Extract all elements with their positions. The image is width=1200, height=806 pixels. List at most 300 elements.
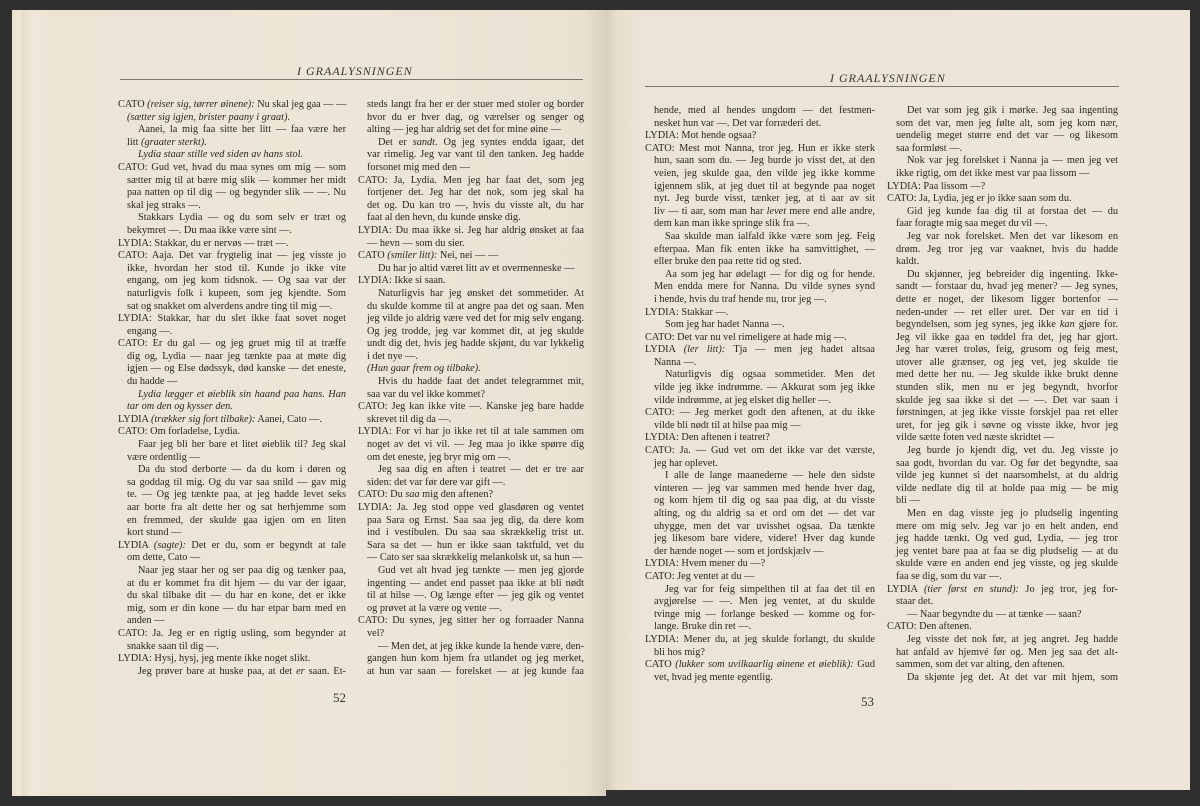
text-line (358, 112, 584, 125)
text-segment: hat anfald av hjemvé før og. Men jeg saa det alt- (896, 646, 1118, 658)
text-segment: CATO: Om forladelse, Lydia. (118, 426, 240, 438)
text-segment: mere om mig selv. Jeg var jo en helt anden, end (896, 520, 1118, 532)
text-line (645, 382, 875, 395)
text-segment: stunden slik, men nu er jeg begyndt, hvorfor (896, 382, 1118, 394)
text-line (887, 495, 1118, 508)
text-segment: LYDIA: Du maa ikke si. Jeg har aldrig ønsket at faa (358, 224, 584, 236)
text-line (645, 445, 875, 458)
text-segment: til at hilse —. Og længe efter — jeg gik og ventet (367, 590, 584, 602)
text-segment: veien, jeg skulde gaa, den vilde jeg ikke komme (654, 167, 875, 179)
text-line (118, 489, 346, 502)
text-segment: Du har jo altid været litt av et overmenneske — (378, 262, 575, 274)
text-line (887, 269, 1118, 282)
text-line (358, 477, 584, 490)
text-line (645, 596, 875, 609)
text-segment: Og jeg trodde, jeg var kommet dit, at jeg skulde (367, 325, 584, 337)
text-segment: LYDIA: Hysj, hysj, jeg mente ikke noget slikt. (118, 653, 311, 665)
text-line (887, 584, 1118, 597)
text-line (645, 609, 875, 622)
text-segment: Jeg prøver bare at huske paa, at det (138, 665, 297, 677)
text-line (118, 376, 346, 389)
text-segment: sammen, som det var alting, den aftenen. (896, 659, 1065, 671)
text-line (358, 653, 584, 666)
text-line (118, 187, 346, 200)
text-line (118, 615, 346, 628)
text-segment: Faar jeg bli her bare et litet øieblik til? Jeg skal (138, 439, 346, 451)
text-line (887, 143, 1118, 156)
text-segment: CATO: Ja, Lydia, jeg er jo ikke saan som du. (887, 193, 1072, 205)
text-segment: Jeg visste det nok før, at jeg angret. Jeg hadde (907, 633, 1118, 645)
text-segment: med dette her nu. — Jeg skulde ikke brukt denne (896, 369, 1118, 381)
text-line (118, 137, 346, 150)
stage-direction: levet (766, 205, 787, 217)
text-line (358, 225, 584, 238)
text-segment: saa godt, hvordan du var. Og før det begyndte, saa (896, 457, 1118, 469)
header-rule-left (120, 79, 583, 80)
text-line (118, 414, 346, 427)
text-line (887, 521, 1118, 534)
text-segment: jeg ventet bare paa at faa se dig pludselig — at du (896, 545, 1118, 557)
text-line (887, 244, 1118, 257)
text-segment: naturligvis folk i kupeen, som jeg kjendte. Som (127, 287, 346, 299)
text-line (358, 263, 584, 276)
text-segment: — Cato ser saa skrækkelig melankolsk ut, sa hun — (367, 552, 583, 564)
text-line (358, 301, 584, 314)
text-line (645, 294, 875, 307)
stage-direction: (Hun gaar frem og tilbake). (367, 363, 481, 375)
text-line (645, 332, 875, 345)
text-line (358, 338, 584, 351)
text-segment: uendelig meget større end det var — og likesom (896, 130, 1118, 142)
text-line (118, 212, 346, 225)
text-segment: CATO: Ja, Lydia. Men jeg har faat det, som jeg (358, 174, 584, 186)
text-segment: begyndelsen, som jeg synes, jeg ikke (896, 319, 1060, 331)
text-line (645, 621, 875, 634)
text-segment: utover alle grænser, og jeg vet, jeg skulde tie (896, 356, 1118, 368)
text-segment: hvor du er hver dag, og værelser og senger og (367, 111, 584, 123)
text-segment: forsonet mig med den — (367, 161, 470, 173)
text-segment: Nok var jeg forelsket i Nanna ja — men jeg vet (907, 155, 1118, 167)
text-segment: saa formløst —. (896, 142, 963, 154)
text-line (358, 162, 584, 175)
text-line (645, 218, 875, 231)
text-line (358, 578, 584, 591)
text-segment: Gid jeg kunde faa dig til at forstaa det — du (907, 205, 1118, 217)
text-line (118, 641, 346, 654)
text-segment: gangen hun kom hjem fra utlandet og jeg merket, (367, 653, 584, 665)
text-line (645, 546, 875, 559)
text-line (358, 124, 584, 137)
text-segment: te. — Og jeg tænkte paa, at jeg hadde levet seks (127, 489, 346, 501)
text-segment: alting — jeg har aldrig set det for mine øine — (367, 124, 561, 136)
text-line (887, 546, 1118, 559)
text-line (887, 382, 1118, 395)
text-line (887, 621, 1118, 634)
text-line (887, 294, 1118, 307)
text-segment: CATO: Du (358, 489, 406, 501)
text-line (887, 483, 1118, 496)
text-line (645, 357, 875, 370)
text-segment: Nanna —. (654, 356, 697, 368)
text-segment: i hende, hvis du traf hende nu, tror jeg —. (654, 293, 827, 305)
text-line (118, 124, 346, 137)
text-line (645, 281, 875, 294)
text-segment: CATO: Du synes, jeg sitter her og forraader Nanna (358, 615, 584, 627)
text-segment: CATO: Ja. — Gud vet om det ikke var det værste, (645, 445, 875, 457)
text-line (887, 558, 1118, 571)
text-segment: engang, om jeg kom tidsnok. — Og saa var der (127, 275, 346, 287)
text-segment: ikke rigtig, om det ikke mest var paa lissom — (896, 167, 1090, 179)
text-segment: siden: det var før dere var gift —. (367, 476, 506, 488)
stage-direction: (lukker som uvilkaarlig øinene et øieblik): (675, 659, 854, 671)
text-line (645, 181, 875, 194)
text-line (358, 212, 584, 225)
text-segment: Naar jeg staar her og ser paa dig og tænker paa, (138, 564, 346, 576)
text-line (118, 326, 346, 339)
text-line (645, 206, 875, 219)
text-segment: du skal tilbake dit — du har en kone, det er ikke (127, 590, 346, 602)
text-segment: liv — ti aar, som man har (654, 205, 767, 217)
text-line (358, 641, 584, 654)
page-number-left: 52 (333, 690, 346, 705)
text-line (358, 313, 584, 326)
text-line (118, 464, 346, 477)
text-line (358, 250, 584, 263)
text-line (645, 369, 875, 382)
text-segment: aar borte fra alt dette her og sat herhjemme som (127, 502, 346, 513)
stage-direction: Lydia lægger et øieblik sin haand paa hans. Han (138, 388, 346, 400)
text-line (358, 200, 584, 213)
page-number-right: 53 (861, 694, 874, 709)
text-line (645, 307, 875, 320)
text-line (887, 181, 1118, 194)
text-segment: sandt — forstaar du, hvad jeg mener? — Jeg synes, (896, 281, 1118, 293)
text-line (358, 489, 584, 502)
text-line (645, 647, 875, 660)
text-segment: Men en dag visste jeg jo pludselig ingenting (907, 508, 1118, 519)
text-line (645, 584, 875, 597)
text-segment: mig, som er din kone — du har etpar barn med en (127, 602, 346, 614)
text-line (645, 483, 875, 496)
text-segment: Aanei, Cato —. (255, 413, 323, 425)
text-line (118, 389, 346, 402)
text-line (118, 99, 345, 112)
stage-direction: saa (405, 489, 420, 501)
text-segment: I alle de lange maanederne — hele den sidste (665, 470, 875, 482)
text-line (358, 439, 584, 452)
text-line (358, 565, 584, 578)
text-segment: vilde sætte foten ved næste skridtet — (896, 432, 1054, 444)
text-segment: skrevet til dig da —. (367, 413, 452, 425)
text-segment: . Og jeg syntes endda igaar, det (435, 136, 584, 148)
text-line (118, 401, 346, 414)
text-segment: vilde jeg kunnet si det naarsomhelst, at du aldrig (896, 470, 1118, 482)
text-line (118, 426, 346, 439)
text-line (645, 130, 875, 143)
text-segment: Aa som jeg har ødelagt — for dig og for hende. (665, 268, 875, 280)
text-line (118, 313, 346, 326)
text-line (358, 615, 584, 628)
text-segment: paa Sara og Ernst. Saa saa jeg dig, da dere kom (367, 514, 584, 526)
header-rule-right (645, 86, 1119, 87)
text-segment: vel? (367, 627, 385, 639)
text-line (358, 628, 584, 641)
stage-direction: (ler litt): (683, 344, 726, 356)
text-segment: være ordentlig — (127, 451, 200, 463)
text-line (645, 420, 875, 433)
text-segment: om dette, Cato — (127, 552, 201, 564)
text-line (118, 112, 346, 125)
text-segment: Nu skal jeg gaa — — (254, 99, 347, 110)
text-segment: at du er kommet fra dit hjem — du var der igaar, (127, 577, 346, 589)
text-segment: LYDIA: Paa lissom —? (887, 180, 986, 192)
text-line (887, 193, 1118, 206)
text-segment: Gud vet alt hvad jeg tænkte — men jeg gjorde (378, 564, 584, 576)
text-line (645, 634, 875, 647)
text-segment: CATO: Er du gal — og jeg gruet mig til at træffe (118, 338, 346, 350)
text-line (118, 578, 346, 591)
text-line (645, 432, 875, 445)
text-segment: Det er (378, 136, 413, 148)
text-segment: nesket hun var —. Det var forræderi det. (654, 117, 822, 129)
text-line (118, 628, 346, 641)
text-line (645, 231, 875, 244)
text-segment: det og. Du kan tro —, hvis du visste alt, du har (367, 199, 584, 211)
text-segment: Hvis du hadde faat det andet telegrammet mit, (378, 376, 584, 388)
text-line (118, 502, 346, 515)
text-line (887, 118, 1118, 131)
text-line (358, 363, 584, 376)
text-segment: LYDIA: For vi har jo ikke ret til at tale sammen om (358, 426, 584, 438)
text-segment: eller bruke den paa rette tid og sted. (654, 256, 802, 268)
text-segment: CATO: Jeg ventet at du — (645, 570, 755, 582)
text-segment: i det nye —. (367, 350, 418, 362)
text-line (358, 426, 584, 439)
text-line (118, 590, 346, 603)
text-segment: LYDIA: Ikke si saan. (358, 275, 446, 287)
text-line (358, 288, 584, 301)
text-line (887, 432, 1118, 445)
text-column-left-1 (118, 99, 346, 678)
stage-direction: (graater sterkt). (141, 136, 207, 148)
text-segment: Stakkars Lydia — og du som selv er træt og (138, 212, 346, 224)
text-line (118, 565, 346, 578)
text-segment: Jeg var for feig simpelthen til at faa det til en (665, 583, 875, 595)
text-segment: jeg har oplevet. (654, 457, 718, 469)
text-segment: drøm. Jeg tror jeg var vaaknet, hvis du hadde (896, 243, 1118, 255)
text-segment: CATO: Aaja. Det var frygtelig inat — jeg visste jo (118, 250, 346, 262)
text-segment: Tja — men jeg hadet altsaa (725, 344, 875, 356)
text-segment: vilde bli nødt til at hilse paa mig — (654, 419, 801, 431)
text-line (887, 369, 1118, 382)
text-line (358, 238, 584, 251)
text-line (645, 458, 875, 471)
text-line (887, 672, 1118, 685)
text-line (358, 149, 584, 162)
stage-direction: (tier først en stund): (923, 583, 1019, 595)
text-segment: alting, og du aldrig sa et ord om det — det var (654, 508, 875, 519)
text-segment: Jeg burde jo kjendt dig, vet du. Jeg visste jo (907, 445, 1118, 457)
text-line (118, 238, 346, 251)
text-line (645, 155, 875, 168)
text-line (887, 407, 1118, 420)
text-segment: avgjørelse — —. Men jeg ventet, at du skulde (654, 596, 875, 608)
text-segment: vilde jeg ikke indrømme. — Akkurat som jeg ikke (654, 382, 875, 394)
text-line (887, 659, 1118, 672)
text-line (358, 540, 584, 553)
text-segment: CATO: Ja. Jeg er en rigtig usling, som begynder at (118, 627, 346, 639)
text-segment: CATO: Den aftenen. (887, 621, 972, 633)
text-segment: CATO: Det var nu vel rimeligere at hade mig —. (645, 331, 847, 343)
text-line (645, 193, 875, 206)
text-line (118, 275, 346, 288)
text-segment: staar det. (896, 596, 934, 608)
text-segment: Jeg har været troløs, feig, grusom og feig mest, (896, 344, 1118, 356)
text-line (118, 603, 346, 616)
text-line (118, 540, 346, 553)
text-segment: Jeg var nok forelsket. Men det var likesom en (907, 230, 1118, 242)
text-segment: kort stund — (127, 527, 182, 539)
running-head-left: I GRAALYSNINGEN (297, 64, 413, 78)
text-segment: LYDIA (645, 344, 684, 356)
text-line (887, 609, 1118, 622)
text-line (358, 515, 584, 528)
text-line (887, 596, 1118, 609)
text-line (645, 143, 875, 156)
text-line (645, 256, 875, 269)
text-segment: dem kan man ikke springe slik fra —. (654, 218, 810, 230)
text-segment: og kom hjem til dig og saa paa dig, at du visste (654, 495, 875, 507)
text-segment: saa var du vel ikke kommet? (367, 388, 486, 400)
text-segment: — Naar begyndte du — at tænke — saan? (907, 608, 1082, 620)
text-line (645, 672, 875, 685)
text-line (118, 288, 346, 301)
text-line (118, 250, 346, 263)
text-segment: Du skjønner, jeg bebreider dig ingenting. Ikke- (907, 268, 1118, 280)
text-line (645, 659, 875, 672)
text-line (645, 118, 875, 131)
text-segment: LYDIA: Stakkar, har du slet ikke faat sovet noget (118, 313, 346, 325)
text-line (645, 269, 875, 282)
text-segment: tvinge mig — forlange besked — komme og for- (654, 608, 875, 620)
text-line (358, 603, 584, 616)
text-line (645, 533, 875, 546)
text-line (645, 508, 875, 521)
stage-direction: (trækker sig fort tilbake): (151, 413, 256, 425)
text-segment: LYDIA (887, 583, 924, 595)
stage-direction: (sagte): (153, 539, 186, 551)
text-segment: LYDIA (118, 539, 154, 551)
text-segment: faat al den hevn, du kunde ønske dig. (367, 212, 521, 224)
text-line (358, 527, 584, 540)
text-line (645, 470, 875, 483)
text-line (887, 344, 1118, 357)
stage-direction: (smiler litt): (387, 250, 438, 262)
text-line (887, 458, 1118, 471)
text-segment: LYDIA: Ja. Jeg stod oppe ved glasdøren og ventet (358, 502, 584, 513)
stage-direction: kan (1059, 319, 1075, 331)
text-line (118, 162, 346, 175)
stage-direction: sandt (412, 136, 436, 148)
text-segment: Aanei, la mig faa sitte her litt — faa være her (138, 124, 346, 136)
text-line (358, 401, 584, 414)
text-segment: CATO: Jeg kan ikke vite —. Kanske jeg bare hadde (358, 401, 584, 413)
text-line (118, 149, 346, 162)
text-segment: efterpaa. Man fik enten ikke ha samvittighet, — (654, 243, 875, 255)
text-line (358, 590, 584, 603)
text-segment: Da skjønte jeg det. At det var mit hjem, som (907, 671, 1118, 683)
text-segment: ind i vestibulen. Du saa saa skrækkelig trist ut. (367, 527, 584, 539)
text-column-right-2 (887, 105, 1118, 684)
text-line (645, 558, 875, 571)
text-segment: Jeg vil ikke gaa en tøddel fra det, jeg har gjort. (896, 331, 1118, 343)
text-segment: faa se dig, som du var —. (896, 570, 1002, 582)
text-segment: vilde indrømme, at jeg elsket dig heller —. (654, 394, 832, 406)
text-segment: undt dig det, hvis jeg hadde skjønt, du var lykkelig (367, 338, 584, 350)
text-segment: mig den aftenen? (419, 489, 494, 501)
text-line (887, 420, 1118, 433)
text-line (118, 225, 346, 238)
text-line (887, 508, 1118, 521)
text-segment: om det eneste, jeg bryr mig om —. (367, 451, 511, 463)
text-segment: LYDIA (118, 413, 152, 425)
text-line (118, 653, 346, 666)
text-segment: LYDIA: Hvem mener du —? (645, 558, 766, 570)
text-line (887, 470, 1118, 483)
text-segment: engang —. (127, 325, 173, 337)
text-segment: gjøre for. (1074, 319, 1119, 331)
text-segment: CATO (358, 250, 388, 262)
text-segment: du hadde — (127, 376, 178, 388)
text-line (358, 275, 584, 288)
text-line (887, 445, 1118, 458)
text-line (118, 175, 346, 188)
text-line (887, 395, 1118, 408)
text-segment: LYDIA: Stakkar —. (645, 306, 729, 318)
text-segment: Saa skulde man ialfald ikke være som jeg. Feig (665, 230, 875, 242)
text-line (887, 319, 1118, 332)
text-line (645, 407, 875, 420)
text-line (118, 351, 346, 364)
text-segment: Naturligvis har jeg ønsket det sommetider. At (378, 287, 584, 299)
text-segment: saan. Et- (304, 665, 346, 677)
text-line (887, 533, 1118, 546)
text-segment: skulde jeg saa ikke si det — —. Det var saan i (896, 394, 1118, 406)
text-line (887, 307, 1118, 320)
text-segment: snakke saan til dig —. (127, 640, 219, 652)
text-line (118, 338, 346, 351)
text-segment: skulde være en anden end jeg visste, og jeg skulde (896, 558, 1118, 570)
text-line (887, 168, 1118, 181)
text-column-right-1 (645, 105, 875, 684)
text-segment: ikke, hvordan her stod til. Kunde jo ikke vite (127, 262, 346, 274)
text-segment: vinteren — jeg var sammen med hende hver dag, (654, 482, 875, 494)
text-line (118, 363, 346, 376)
text-segment: ingenting — andet end passet paa ikke at bli nødt (367, 577, 584, 589)
text-line (118, 301, 346, 314)
text-line (118, 263, 346, 276)
text-segment: CATO (645, 659, 676, 671)
text-line (358, 464, 584, 477)
text-segment: faar foragte mig saa meget du vil —. (896, 218, 1048, 230)
text-segment: kaldt. (896, 256, 920, 268)
text-segment: anden — (127, 615, 165, 627)
text-line (118, 477, 346, 490)
text-segment: førstningen, at jeg ikke visste forskjel paa ret eller (896, 407, 1118, 419)
text-segment: en fremmed, der skulde gaa igjen om en liten (127, 514, 346, 526)
text-segment: LYDIA: Mener du, at jeg skulde forlangt, du skulde (645, 633, 875, 645)
text-segment: LYDIA: Stakkar, du er nervøs — træt —. (118, 237, 289, 249)
